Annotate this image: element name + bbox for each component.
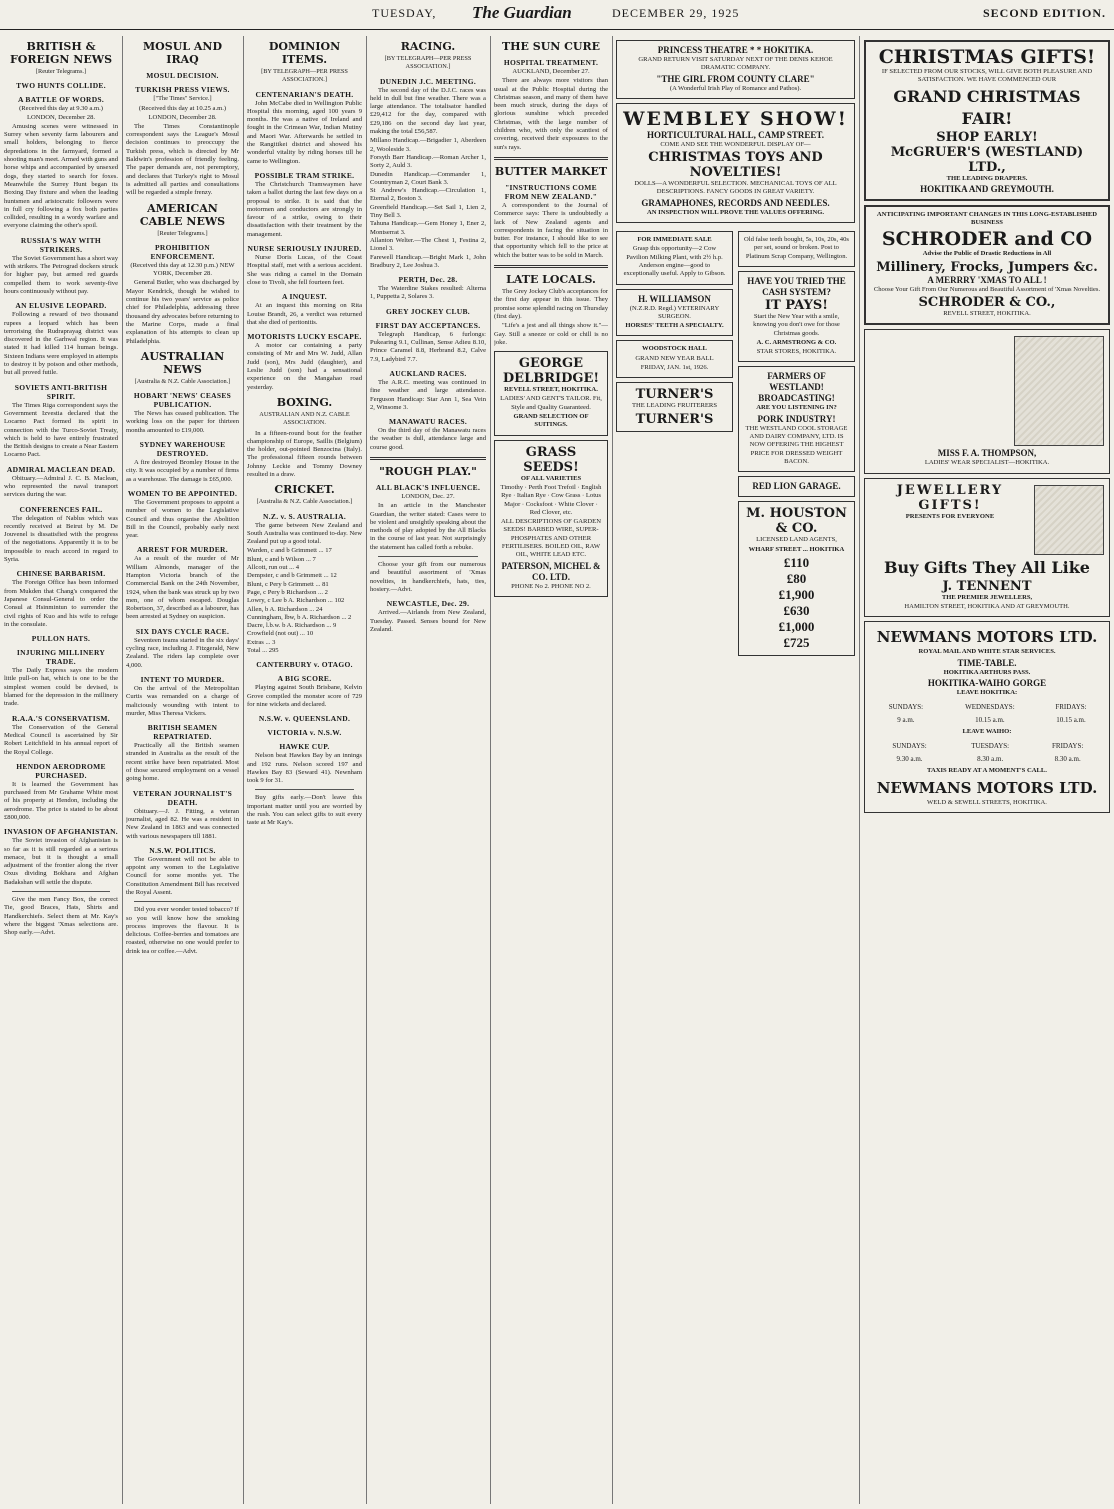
story-body: The Daily Express says the modern little pull-on hat, which is one to be the simplest women could be devised, is blamed for the depression in the millinery trade. xyxy=(4,667,118,708)
story-body: The Soviet invasion of Afghanistan is so far as it is still regarded as a serious menace, but it is thought a small adjustment of the frontier along the river Oxus dividing Bokhara and Afghan Badakshan will settle the dispute. xyxy=(4,837,118,886)
ad-footer: PATERSON, MICHEL & CO. LTD. xyxy=(501,560,601,582)
ad-leave-waiho: LEAVE WAIHO: xyxy=(962,728,1012,736)
ad-footer: SCHRODER & CO., xyxy=(918,295,1056,311)
section-heading: MOSUL AND IRAQ xyxy=(143,40,222,66)
property-price: £725 xyxy=(783,634,810,650)
ad-body: Advise the Public of Drastic Reductions in All xyxy=(922,250,1052,258)
column-rule xyxy=(243,36,244,1504)
section-heading: AUSTRALIAN NEWS xyxy=(140,349,225,376)
ad-fair: GRAND CHRISTMAS FAIR! xyxy=(893,86,1081,128)
story-title: AUCKLAND RACES. xyxy=(389,368,467,378)
section-source: [Reuter Telegrams.] xyxy=(157,229,208,237)
ad-subtitle: OF ALL VARIETIES xyxy=(520,474,582,482)
story-body: Obituary.—Admiral J. C. B. Maclean, who represented the naval transport services during the war. xyxy=(4,474,118,499)
story-title: INVASION OF AFGHANISTAN. xyxy=(4,827,118,837)
story-body: In an article in the Manchester Guardian, the writer stated: Cases were to be violent and unsightly speaking about the methods of play adopted by the All Blacks in the course of last year. Not surprisingly the statement has called forth a rebuke. xyxy=(370,502,486,551)
story-title: PULLON HATS. xyxy=(31,634,91,644)
ad-address: WHARF STREET ... HOKITIKA xyxy=(748,545,845,553)
story-body: The Times Constantinople correspondent says the League's Mosul decision continues to preoccupy the Turkish press, which is directed by Mr Baldwin's profession of friendly feeling. The paper demands are, not peremptory, and declares that Turkey's right to Mosul is admitted all parties and consultations will be regarded a simple frenzy. xyxy=(126,122,239,197)
story-body: The Soviet Government has a short way with strikers. The Petrograd dockers struck for higher pay, but armed red guards compelled them to work seventy-five hours continuously without pay. xyxy=(4,254,118,295)
presents-illustration xyxy=(1034,485,1104,555)
advertisement-text: Give the men Fancy Box, the correct Tie, good Braces, Hats, Shirts and Handkerchiefs. Select them at Mr. Kay's where the biggest 'Xmas selections are. Shop early.—Advt. xyxy=(4,896,118,937)
ad-mcgruer: McGRUER'S (WESTLAND) LTD., xyxy=(890,144,1084,175)
story-body: Practically all the British seamen stranded in Australia as the result of the recent strike have been repatriated. Most of those secured employment on a vessel going home. xyxy=(126,742,239,783)
story-title: AN ELUSIVE LEOPARD. xyxy=(15,301,107,311)
timetable-cell: 10.15 a.m. xyxy=(975,716,1005,725)
turners-advertisement xyxy=(616,382,733,431)
score-line: Allcott, run out ... 4 xyxy=(247,564,300,572)
section-heading: BOXING. xyxy=(276,395,333,409)
story-dateline: LONDON, Dec. 27. xyxy=(401,492,455,500)
ad-subtitle: IT PAYS! xyxy=(765,297,828,313)
story-dateline: AUCKLAND, December 27. xyxy=(512,68,590,75)
ad-body: LADIES' AND GENT'S TAILOR. Fit, Style and Quality Guaranteed. xyxy=(500,395,602,411)
ad-title: RED LION GARAGE. xyxy=(752,481,841,492)
story-title: VETERAN JOURNALIST'S DEATH. xyxy=(132,788,233,807)
timetable-cell: 8.30 a.m. xyxy=(977,755,1004,764)
race-result-line: Dunedin Handicap.—Commander 1, Countryman 2, Court Bank 3. xyxy=(370,170,486,186)
property-price: £1,000 xyxy=(778,618,815,634)
story-dateline: (Received this day at 9.30 a.m.) LONDON, December 28. xyxy=(19,105,103,121)
story-body: The Times Riga correspondent says the Government Izvestia declared that the Locarno Pact formed its spirit in connection with the Turco-Soviet Treaty, which is held to have entirely frustrated the British designs to create a Near Eastern Locarno Pact. xyxy=(4,401,118,459)
cricket-scores xyxy=(247,547,362,655)
section-heading: THE SUN CURE xyxy=(501,40,601,53)
ad-greeting: A MERRRY 'XMAS TO ALL ! xyxy=(927,274,1047,285)
false-teeth-advertisement xyxy=(738,231,855,267)
ad-body: GRAND RETURN VISIT SATURDAY NEXT OF THE DENIS KEHOE DRAMATIC COMPANY. xyxy=(638,56,833,72)
race-result-line: Farewell Handicap.—Bright Mark 1, John Bradbury 2, Lee Joshua 3. xyxy=(370,253,486,269)
story-body: Playing against South Brisbane, Kelvin Grove compiled the monster score of 729 for nine wickets and declared. xyxy=(247,684,362,708)
story-title: MANAWATU RACES. xyxy=(388,417,468,427)
ad-mcgruer-footer: HOKITIKA AND GREYMOUTH. xyxy=(920,183,1054,194)
ad-title: PRINCESS THEATRE * * HOKITIKA. xyxy=(657,45,814,55)
score-line: Blunt, c and b Wilson ... 7 xyxy=(247,555,316,563)
ad-footer: NEWMANS MOTORS LTD. xyxy=(876,778,1098,797)
ad-footer: AN INSPECTION WILL PROVE THE VALUES OFFERING. xyxy=(646,208,825,216)
section-heading: DOMINION ITEMS. xyxy=(268,40,341,66)
score-line: Total ... 295 xyxy=(247,647,279,655)
masthead-date: DECEMBER 29, 1925 xyxy=(612,6,740,20)
race-result-line: Greenfield Handicap.—Set Sail 1, Lien 2, Tiny Bell 3. xyxy=(370,203,486,220)
timetable-row xyxy=(872,741,1102,752)
column-british-foreign-news xyxy=(4,36,118,1504)
thompson-advertisement xyxy=(864,329,1110,473)
story-title: SOVIETS ANTI-BRITISH SPIRIT. xyxy=(14,382,108,401)
story-body: As a result of the murder of Mr William Almonds, manager of the Hampton Victoria branch of the Commercial Bank on the 24th November, 1924, when the bank was struck up by two men, one of whom escaped. Douglas Robertson, 37, described as a labourer, has been arrested at Sydney on suspicion. xyxy=(126,555,239,621)
column-rule xyxy=(612,36,613,1504)
ad-body: Start the New Year with a smile, knowing you don't owe for those Christmas goods. xyxy=(753,312,840,337)
section-heading: CRICKET. xyxy=(274,483,335,497)
masthead-day: TUESDAY, xyxy=(372,6,437,20)
property-price: £80 xyxy=(786,570,807,586)
ad-address: STAR STORES, HOKITIKA. xyxy=(756,348,837,356)
ad-taxis: TAXIS READY AT A MOMENT'S CALL. xyxy=(927,767,1047,775)
ad-body: COME AND SEE THE WONDERFUL DISPLAY OF— xyxy=(660,140,811,148)
ad-body: Grasp this opportunity—2 Cow Pavilion Milking Plant, with 2½ h.p. Anderson engine—good to exceptionally useful. Apply to Gibson. xyxy=(623,245,726,278)
ad-headline: CHRISTMAS TOYS AND NOVELTIES! xyxy=(648,150,823,181)
section-source: [BY TELEGRAPH—PER PRESS ASSOCIATION.] xyxy=(384,55,472,71)
race-result-line: Forsyth Barr Handicap.—Roman Archer 1, Sorty 2, Auld 3. xyxy=(370,153,486,170)
grass-seeds-advertisement xyxy=(494,440,608,597)
ad-subtitle: ROYAL MAIL AND WHITE STAR SERVICES. xyxy=(918,648,1056,656)
story-body: A correspondent to the Journal of Commerce says: There is undoubtedly a lack of New Zealand agents and correspondents in facing the situation in butter. For instance, I should like to see that opportunity which fell to the price at which the butter was to be sold in March. xyxy=(494,201,608,259)
section-source: [Australia & N.Z. Cable Association.] xyxy=(134,377,231,385)
story-title: N.S.W. POLITICS. xyxy=(149,845,216,855)
masthead-edition: SECOND EDITION. xyxy=(982,6,1106,20)
column-sun-cure xyxy=(494,36,608,1504)
jewellery-advertisement xyxy=(864,478,1110,618)
ad-buy-gifts: Buy Gifts They All Like xyxy=(884,557,1090,577)
story-body: The Government proposes to appoint a number of women to the Legislative Council and thus organise the Abolition Bill in the Council, probably early next year. xyxy=(126,498,239,540)
immediate-sale-advertisement xyxy=(616,231,733,284)
property-price: £1,900 xyxy=(778,586,815,602)
story-title: RUSSIA'S WAY WITH STRIKERS. xyxy=(20,235,102,254)
ad-address: WELD & SEWELL STREETS, HOKITIKA. xyxy=(927,798,1047,806)
score-line: Dacre, l.b.w. b A. Richardson ... 9 xyxy=(247,622,337,630)
story-title: HAWKE CUP. xyxy=(279,742,330,752)
column-display-advertisements xyxy=(864,36,1110,1504)
ad-question: ARE YOU LISTENING IN? xyxy=(756,404,837,412)
ad-title: JEWELLERY GIFTS! xyxy=(896,482,1004,513)
ad-title: FARMERS OF WESTLAND! xyxy=(767,371,826,393)
ad-intro: ANTICIPATING IMPORTANT CHANGES IN THIS LONG-ESTABLISHED BUSINESS xyxy=(876,210,1098,227)
story-body: Obituary.—J. J. Fitting, a veteran journalist, aged 82. He was a resident in New Zealand in 1863 and was connected with various newspapers till 1881. xyxy=(126,807,239,840)
ad-title: HAVE YOU TRIED THE CASH SYSTEM? xyxy=(747,275,846,297)
story-title: R.A.A.'S CONSERVATISM. xyxy=(12,713,110,723)
story-body: A motor car containing a party consisting of Mr and Mrs W. Judd, Allan Judd (son), Mrs Judd (daughter), and Leslie Judd (son) had a sensational experience on the Mangahao road yesterday. xyxy=(247,342,362,391)
story-title: PERTH, Dec. 28. xyxy=(398,275,458,285)
story-body: It is learned the Government has purchased from Mr Grahame White most of his property at Hendon, including the aerodrome. The price is stated to be about £800,000. xyxy=(4,780,118,821)
story-subtitle: FIRST DAY ACCEPTANCES. xyxy=(375,320,481,330)
newmans-advertisement xyxy=(864,621,1110,813)
section-heading: AMERICAN CABLE NEWS xyxy=(139,201,226,228)
left-subcolumn xyxy=(616,227,733,660)
ad-pork: PORK INDUSTRY! xyxy=(757,413,836,424)
story-subtitle: "INSTRUCTIONS COME FROM NEW ZEALAND." xyxy=(504,182,598,201)
ad-title: SCHRODER and CO xyxy=(881,228,1093,251)
ad-title: WOODSTOCK HALL xyxy=(642,345,707,353)
ad-footer: A. C. ARMSTRONG & CO. xyxy=(756,338,837,346)
story-title: TWO HUNTS COLLIDE. xyxy=(16,81,106,91)
story-body: John McCabe died in Wellington Public Hospital this morning, aged 100 years 9 months. He was a native of Ireland and fought in the Crimean War, Indian Mutiny and Maori War. Afterwards he settled in the Rangitikei district and showed his wonderful vitality by riding horses till he came to Wellington. xyxy=(247,99,362,165)
ad-play-subtitle: (A Wonderful Irish Play of Romance and Pathos). xyxy=(669,84,802,92)
story-title: CONFERENCES FAIL. xyxy=(19,504,103,514)
ad-gift-text: Choose Your Gift From Our Numerous and Beautiful Assortment of 'Xmas Novelties. xyxy=(873,285,1101,293)
column-mosul-iraq xyxy=(126,36,239,1504)
ad-subtitle: LADIES' WEAR SPECIALIST—HOKITIKA. xyxy=(924,459,1050,467)
ad-list: DOLLS—A WONDERFUL SELECTION. MECHANICAL TOYS OF ALL DESCRIPTIONS. FANCY GOODS IN GREAT VARIETY. xyxy=(634,180,837,196)
story-body: Seventeen teams started in the six days' cycling race, including J. Fitzgerald, New Zealand. The riders lap complete over 4,000. xyxy=(126,636,239,669)
timetable-waiho xyxy=(870,739,1104,767)
column-dominion-items xyxy=(247,36,362,1504)
ad-title: M. HOUSTON & CO. xyxy=(746,506,847,537)
property-price: £630 xyxy=(783,602,810,618)
story-subtitle: ALL BLACK'S INFLUENCE. xyxy=(375,482,481,492)
ad-body: IF SELECTED FROM OUR STOCKS, WILL GIVE BOTH PLEASURE AND SATISFACTION. WE HAVE COMMENCED OUR xyxy=(881,68,1093,84)
ad-gramaphones: GRAMAPHONES, RECORDS AND NEEDLES. xyxy=(641,197,830,208)
story-title: DUNEDIN J.C. MEETING. xyxy=(379,76,477,86)
story-body: On the arrival of the Metropolitan Curtis was remanded on a charge of maliciously wounding with intent to murder, Miss Theresa Vickers. xyxy=(126,684,239,717)
story-body: "Life's a jest and all things show it."—Gay. Still a sneeze or cold or chill is no joke. xyxy=(494,322,608,346)
story-body: The game between New Zealand and South Australia was continued to-day. New Zealand put up a good total. xyxy=(247,521,362,546)
race-result-line: Millano Handicap.—Brigadier 1, Aberdeen 2, Wooleside 3. xyxy=(370,137,486,153)
ad-play-title: "THE GIRL FROM COUNTY CLARE" xyxy=(656,73,815,84)
story-body: The second day of the D.J.C. races was held in dull but fine weather. There was a large attendance. The totalisator handled £29,412 for the day, compared with £29,186 on the second day last year, making the total £56,587. xyxy=(370,86,486,136)
red-lion-advertisement xyxy=(738,476,855,497)
story-title: HENDON AERODROME PURCHASED. xyxy=(16,761,106,780)
score-line: Crowfield (not out) ... 10 xyxy=(247,630,314,638)
ad-footer: GRAND SELECTION OF SUITINGS. xyxy=(513,413,589,429)
ad-tennent-subtitle: THE PREMIER JEWELLERS, xyxy=(941,593,1033,601)
ad-title: NEWMANS MOTORS LTD. xyxy=(876,628,1098,647)
ad-leave-hokitika: LEAVE HOKITIKA: xyxy=(956,688,1018,696)
ad-title: MISS F. A. THOMPSON, xyxy=(937,448,1037,459)
section-heading: BRITISH & FOREIGN NEWS xyxy=(9,40,113,66)
story-title: A BIG SCORE. xyxy=(277,674,332,684)
story-title: CANTERBURY v. OTAGO. xyxy=(256,660,353,670)
ad-body: ALL DESCRIPTIONS OF GARDEN SEEDS! BARBED WIRE, SUPER-PHOSPHATES AND OTHER FERTILISERS. BOILED OIL, RAW OIL, WHITE LEAD ETC. xyxy=(501,518,601,559)
ad-title: GEORGE DELBRIDGE! xyxy=(502,356,600,387)
score-line: Warden, c and b Grimmett ... 17 xyxy=(247,547,332,555)
story-body: Nelson beat Hawkes Bay by an innings and 192 runs. Nelson scored 197 and Hawkes Bay 83 (Seward 41). Newnham took 9 for 31. xyxy=(247,752,362,785)
timetable-cell: TUESDAYS: xyxy=(971,742,1010,751)
story-body: Arrived.—Airlands from New Zealand, Tuesday. Passed. Senses bound for New Zealand. xyxy=(370,609,486,633)
score-line: Extras ... 3 xyxy=(247,638,276,646)
story-title: GREY JOCKEY CLUB. xyxy=(386,306,470,316)
ad-presents: PRESENTS FOR EVERYONE xyxy=(905,512,995,520)
story-subtitle: INJURING MILLINERY TRADE. xyxy=(16,648,106,667)
timetable-cell: WEDNESDAYS: xyxy=(965,703,1015,712)
story-title: POSSIBLE TRAM STRIKE. xyxy=(254,170,355,180)
story-title: SIX DAYS CYCLE RACE. xyxy=(135,626,230,636)
score-line: Allen, b A. Richardson ... 24 xyxy=(247,605,323,613)
section-source: [BY TELEGRAPH—PER PRESS ASSOCIATION.] xyxy=(261,68,348,84)
story-title: PROHIBITION ENFORCEMENT. xyxy=(150,242,215,261)
timetable-hokitika xyxy=(870,700,1104,728)
ad-tennent-address: HAMILTON STREET, HOKITIKA AND AT GREYMOUTH. xyxy=(904,602,1070,610)
wembley-show-advertisement xyxy=(616,103,855,223)
timetable-cell: 9 a.m. xyxy=(897,716,915,725)
story-body: There are always more visitors than usual at the Public Hospital during the Christmas season, and many of them have been much struck, during the days of glorious sunshine which preceded Christmas, with the large number of children who, with only the scantiest of covering, received their exposures to the sun's rays. xyxy=(494,77,608,151)
fashion-illustration xyxy=(1014,336,1104,446)
story-body: The Waterdine Stakes resulted: Alterna 1, Puppetta 2, Solares 3. xyxy=(370,285,486,301)
story-body: The Christchurch Tramwaymen have taken a ballot during the last few days on a proposal to strike. It is said that the motormen and conductors are strongly in favour of a strike, owing to their dissatisfaction with their treatment by the management. xyxy=(247,180,362,238)
story-title: ADMIRAL MACLEAN DEAD. xyxy=(6,464,116,474)
story-body: The Grey Jockey Club's acceptances for the first day appear in this issue. They promise some splendid racing on Thursday (first day). xyxy=(494,288,608,320)
story-subtitle: HOSPITAL TREATMENT. xyxy=(503,58,599,67)
delbridge-advertisement xyxy=(494,351,608,435)
story-title: N.S.W. v. QUEENSLAND. xyxy=(258,714,351,724)
ad-subtitle: THE LEADING FRUITERERS xyxy=(632,402,717,410)
story-title: WOMEN TO BE APPOINTED. xyxy=(127,488,238,498)
timetable-row xyxy=(872,715,1102,726)
timetable-cell: 8.30 a.m. xyxy=(1054,755,1081,764)
story-subtitle: A BATTLE OF WORDS. xyxy=(17,95,105,105)
story-title: BRITISH SEAMEN REPATRIATED. xyxy=(147,723,218,742)
story-title: VICTORIA v. N.S.W. xyxy=(267,728,342,738)
timetable-cell: FRIDAYS: xyxy=(1055,703,1087,712)
section-source: AUSTRALIAN AND N.Z. CABLE ASSOCIATION. xyxy=(259,410,350,427)
ad-shop-early: SHOP EARLY! xyxy=(936,129,1038,145)
ad-title: GRASS SEEDS! xyxy=(523,444,579,475)
score-line: Cunningham, lbw, b A. Richardson ... 2 xyxy=(247,613,352,621)
ad-list: Timothy · Perth Foot Trefoil · English Rye · Italian Rye · Cow Grass · Lotus Major · Cocksfoot · White Clover · Red Clover, etc. xyxy=(500,483,602,516)
section-source: [Australia & N.Z. Cable Association.] xyxy=(256,498,353,506)
column-rule xyxy=(366,36,367,1504)
ad-body: THE WESTLAND COOL STORAGE AND DAIRY COMPANY, LTD. IS NOW OFFERING THE HIGHEST PRICE FOR DRESSED WEIGHT BACON. xyxy=(745,424,848,465)
timetable-cell: SUNDAYS: xyxy=(892,742,927,751)
ad-title: WEMBLEY SHOW! xyxy=(623,107,848,130)
farmers-advertisement xyxy=(738,366,855,472)
race-result-line: St Andrew's Handicap.—Circulation 1, Eternal 2, Boston 3. xyxy=(370,187,486,203)
column-racing xyxy=(370,36,486,1504)
houston-advertisement xyxy=(738,501,855,656)
column-local-advertisements xyxy=(616,36,855,1504)
timetable-cell: FRIDAYS: xyxy=(1052,742,1084,751)
ad-pass: HOKITIKA ARTHURS PASS. xyxy=(943,668,1031,676)
masthead xyxy=(0,0,1114,30)
story-dateline: (Received this day at 10.25 a.m.) LONDON, December 28. xyxy=(138,105,227,121)
ad-subtitle: REVELL STREET, HOKITIKA. xyxy=(504,386,598,394)
williamson-advertisement xyxy=(616,289,733,337)
story-title: HOBART 'NEWS' CEASES PUBLICATION. xyxy=(133,391,232,410)
advertisement-text: Buy gifts early.—Don't leave this important matter until you are worried by the rush. You can select gifts to suit every taste at Mr Kay's. xyxy=(247,794,362,827)
story-title: ARREST FOR MURDER. xyxy=(137,545,228,555)
ad-title: TURNER'S xyxy=(635,387,714,403)
story-title: CHINESE BARBARISM. xyxy=(16,569,106,579)
timetable-cell: SUNDAYS: xyxy=(888,703,924,712)
section-heading: LATE LOCALS. xyxy=(506,273,596,287)
ad-subtitle: LICENSED LAND AGENTS, xyxy=(756,536,837,544)
masthead-paper-name: The Guardian xyxy=(472,3,572,22)
story-body: The Conservation of the General Medical Council is ascertained by Sir Robert Leitchfield in his annual report of the Royal College. xyxy=(4,723,118,756)
property-prices xyxy=(744,555,849,651)
story-body: Following a reward of two thousand rupees a leopard which has been terrorising the Rudraprayag district was discovered in the Garhwal region. It was stated it had killed 114 human beings. Sixteen Indians were employed in attempts to destroy it by poison and other methods, but all proved futile. xyxy=(4,311,118,377)
story-body: Telegraph Handicap, 6 furlongs: Pukearing 9.1, Cullinan, Sense Adieu 8.10, Prince Caramel 8.8, Herbrand 8.2, Calve 7.9, Ladybird 7.7. xyxy=(370,330,486,363)
column-rule xyxy=(859,36,860,1504)
story-title: N.Z. v. S. AUSTRALIA. xyxy=(263,511,346,521)
score-line: Blunt, c Pery b Grimmett ... 81 xyxy=(247,580,329,588)
ad-subtitle: BROADCASTING! xyxy=(758,393,835,404)
story-title: INTENT TO MURDER. xyxy=(140,674,225,684)
story-body: Amusing scenes were witnessed in Surrey when seventy farm labourers and small holders, belonging to fierce depredations in the farmyard, formed a shooting man's meet. Armed with guns and horse whips and accompanied by unsexed dogs, they started to search for foxes. Meanwhile the Surrey Hunt began its Boxing Day fixture and when the leading huntsmen and aristocratic followers were in full cry following a fox both parties collided, resulting in a wordy warfare and everyone claiming the other's spoil. xyxy=(4,122,118,230)
christmas-gifts-advertisement xyxy=(864,40,1110,201)
ad-tennent: J. TENNENT xyxy=(942,578,1032,594)
race-result-line: Allanton Welter.—The Chest 1, Festina 2, Lionel 3. xyxy=(370,236,486,253)
timetable-row xyxy=(872,702,1102,713)
score-line: Page, c Pery b Richardson ... 2 xyxy=(247,588,328,596)
story-title: A INQUEST. xyxy=(282,292,327,302)
ad-timetable-title: TIME-TABLE. xyxy=(957,657,1017,668)
story-body: General Butler, who was discharged by Mayor Kendrick, though he wished to continue his two years' service as police chief for Philadelphia, addressing three thousand dry advocates before returning to the Marine Corps, made a final explanation of his attempts to clean up Philadelphia. xyxy=(126,279,239,345)
section-source: ["The Times" Service.] xyxy=(153,95,212,102)
race-results xyxy=(370,137,486,270)
story-dateline: (Received this day at 12.30 p.m.) NEW YORK, December 28. xyxy=(130,261,235,278)
ad-footer: HORSES' TEETH A SPECIALTY. xyxy=(625,322,724,330)
cash-system-advertisement xyxy=(738,271,855,362)
section-source: [Reuter Telegrams.] xyxy=(35,68,87,75)
story-body: A fire destroyed Bromley House in the city. It was occupied by a number of firms as a warehouse. The damage is £65,000. xyxy=(126,459,239,483)
story-subtitle: MOSUL DECISION. xyxy=(146,71,219,80)
section-heading: BUTTER MARKET xyxy=(494,164,608,178)
column-rule xyxy=(490,36,491,1504)
story-title: CENTENARIAN'S DEATH. xyxy=(255,89,354,99)
story-title: NEWCASTLE, Dec. 29. xyxy=(386,599,470,609)
story-subtitle: TURKISH PRESS VIEWS. xyxy=(135,85,230,94)
section-heading: RACING. xyxy=(400,40,456,53)
ad-footer: TURNER'S xyxy=(635,411,714,427)
ad-mcgruer-subtitle: THE LEADING DRAPERS. xyxy=(946,174,1028,182)
ad-address: REVELL STREET, HOKITIKA. xyxy=(943,310,1031,318)
section-heading: "ROUGH PLAY." xyxy=(379,464,477,478)
story-body: Nurse Doris Lucas, of the Coast Hospital staff, met with a serious accident. She was riding a camel in the Domain close to Tivoli, she fell fourteen feet. xyxy=(247,254,362,286)
timetable-cell: 9.30 a.m. xyxy=(896,755,923,764)
ad-phones: PHONE No 2. PHONE NO 2. xyxy=(511,582,591,590)
ad-subtitle: GRAND NEW YEAR BALL xyxy=(635,354,714,362)
advertisement-text: Did you ever wonder tested tobacco? If so you will know how the smoking process improves the flavour. It is delicious. Coffee-berries and tomatoes are roasted, otherwise no one would prefer to drink tea or coffee.—Advt. xyxy=(126,906,239,955)
story-title: MOTORISTS LUCKY ESCAPE. xyxy=(247,332,362,342)
property-price: £110 xyxy=(783,554,810,570)
race-result-line: Tahuna Handicap.—Gem Honey 1, Ener 2, Montserrat 3. xyxy=(370,220,486,236)
ad-date: FRIDAY, JAN. 1st, 1926. xyxy=(640,364,709,372)
story-body: The A.R.C. meeting was continued in fine weather and large attendance. Ferguson Handicap: Star Ann 1, Sea Vein 2, Winsome 3. xyxy=(370,378,486,411)
story-body: The News has ceased publication. The working loss on the paper for thirteen months amounted to £19,000. xyxy=(126,410,239,434)
woodstock-hall-advertisement xyxy=(616,340,733,378)
ad-title: H. WILLIAMSON xyxy=(638,293,711,304)
score-line: Lowry, c Lee b A. Richardson ... 102 xyxy=(247,597,345,605)
story-body: On the third day of the Manawatu races the weather is dull, attendance large and course good. xyxy=(370,427,486,451)
timetable-cell: 10.15 a.m. xyxy=(1056,716,1086,725)
story-body: The Foreign Office has been informed from Mukden that Chang's conquered the Japanese Consul-General to order the Consul at Hsinmintun to surrender the civil rights of Kuo and his wife to refuge in the consulate. xyxy=(4,579,118,628)
story-body: The Government will not be able to appoint any women to the Legislative Council for some months yet. The Constitution Amendment Bill has received the Royal Assent. xyxy=(126,855,239,896)
ad-title: FOR IMMEDIATE SALE xyxy=(637,236,712,244)
ad-body: (N.Z.R.D. Regd.) VETERINARY SURGEON. xyxy=(629,304,720,320)
ad-items: Millinery, Frocks, Jumpers &c. xyxy=(876,259,1098,275)
timetable-row xyxy=(872,754,1102,765)
column-rule xyxy=(122,36,123,1504)
story-body: The delegation of Nablus which was recently received at Beirut by M. De Jouvenel is dissatisfied with the progress of the negotiations. Apparently it is to be impossible to reach accord in regard to Syria. xyxy=(4,514,118,564)
ad-subtitle: HORTICULTURAL HALL, CAMP STREET. xyxy=(647,129,824,140)
ad-gorge: HOKITIKA-WAIHO GORGE xyxy=(927,677,1047,688)
advertisement-text: Choose your gift from our numerous and beautiful assortment of 'Xmas novelties, in handkerchiefs, hats, ties, hosiery.—Advt. xyxy=(370,561,486,593)
story-body: At an inquest this morning on Rita Louise Brandt, 26, a verdict was returned that she died of peritonitis. xyxy=(247,302,362,326)
right-subcolumn xyxy=(738,227,855,660)
score-line: Dempster, c and b Grimmett ... 12 xyxy=(247,572,337,580)
story-title: NURSE SERIOUSLY INJURED. xyxy=(247,244,362,254)
princess-theatre-advertisement xyxy=(616,40,855,99)
story-title: SYDNEY WAREHOUSE DESTROYED. xyxy=(139,440,226,459)
ad-body: Old false teeth bought, 5s, 10s, 20s, 40s per set, sound or broken. Post to Platinum Scrap Company, Wellington. xyxy=(744,236,849,260)
ad-title: CHRISTMAS GIFTS! xyxy=(878,46,1096,68)
schroder-advertisement xyxy=(864,205,1110,325)
story-body: In a fifteen-round bout for the feather championship of Europe, Saillis (Belgium) the holder, out-pointed Benzocina (Italy). The professional fifteen rounds between Johnny Leckie and Tommy Downey resulted in a draw. xyxy=(247,429,362,478)
